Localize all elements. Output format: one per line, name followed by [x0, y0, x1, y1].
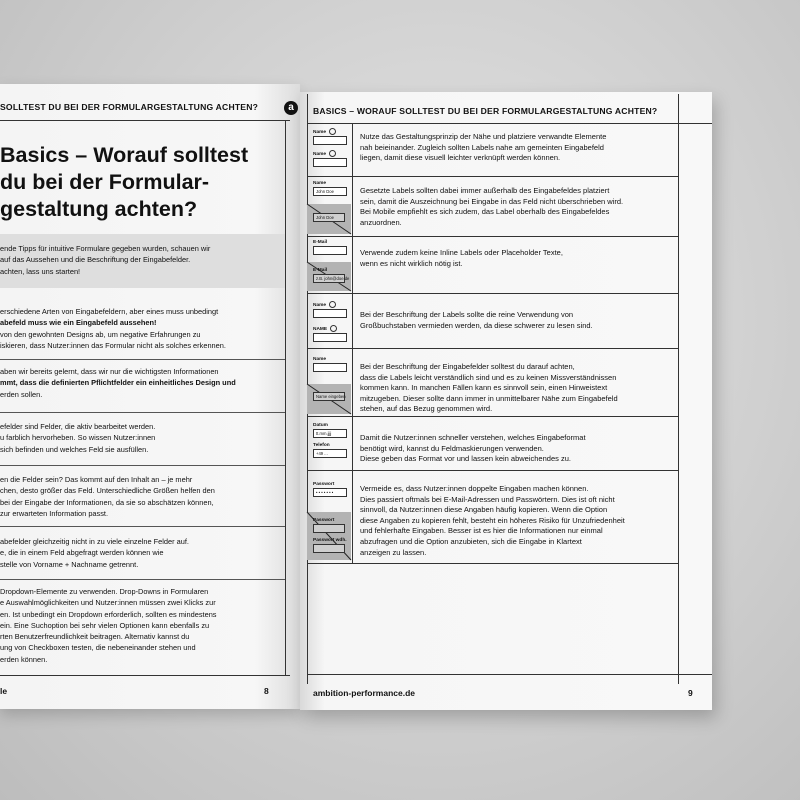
text-line: sein, damit die Auszeichnung bei Eingabe in das Feld nicht überschrieben wird. [360, 196, 624, 206]
mock-field: +49 ... [313, 449, 347, 458]
mock-label-text: Name [313, 129, 327, 135]
header-rule [307, 123, 712, 124]
logo-icon [284, 101, 298, 115]
text-line: stehen, auf das Bezug genommen wird. [360, 404, 493, 414]
text-line: kommen kann. In manchen Fällen kann es sinnvoll sein, einen Hinweistext [360, 383, 608, 393]
text-line: ein. Eine Suchoption bei sehr vielen Optionen kann ebenfalls zu [0, 620, 210, 630]
row-3-text [360, 248, 690, 269]
text-line: anzuordnen. [360, 217, 402, 227]
mock-field [313, 544, 345, 553]
text-line: erden können. [0, 654, 48, 664]
divider [0, 412, 285, 413]
title-line: du bei der Formular- [0, 170, 210, 194]
text-line: dass die Labels leicht verständlich sind und es zu keinen Missverständnissen [360, 372, 617, 382]
title-line: gestaltung achten? [0, 197, 198, 221]
footer-rule [307, 674, 712, 675]
text-line: und fehlerhafte Eingaben. Besser ist es hier die Informationen nur einmal [360, 526, 603, 536]
mock-field: John Doe [313, 213, 345, 222]
paragraph-1 [0, 306, 270, 351]
bad-example-box [307, 262, 351, 291]
mock-label [313, 128, 351, 136]
text-line: chen, desto größer das Feld. Unterschiedliche Größen helfen den [0, 486, 215, 496]
row-4-mockup [313, 301, 351, 342]
row-5-text [360, 362, 690, 415]
mock-label: E-Mail [313, 268, 328, 273]
paragraph-2 [0, 366, 270, 400]
text-line: sinnvoll, da Nutzer:innen diese Angaben häufig kopieren. Wenn die Option [360, 505, 608, 515]
mock-field [313, 136, 347, 145]
row-4-text [360, 310, 690, 331]
check-circle-icon [329, 128, 336, 135]
page-header: SOLLTEST DU BEI DER FORMULARGESTALTUNG ACHTEN? [0, 102, 259, 112]
row-2-text [360, 186, 690, 228]
mock-field: Name eingeben [313, 392, 345, 401]
mock-field [313, 333, 347, 342]
mock-label [313, 325, 351, 333]
text-line: Verwende zudem keine Inline Labels oder Placeholder Texte, [360, 248, 563, 257]
mock-label: Datum [313, 423, 328, 428]
text-line: iskieren, dass Nutzer:innen das Formular nicht als solches erkennen. [0, 340, 226, 350]
mock-label: Passwort wdh. [313, 538, 347, 543]
row-divider [307, 236, 678, 237]
row-divider [307, 293, 678, 294]
page-header: BASICS – WORAUF SOLLTEST DU BEI DER FORMULARGESTALTUNG ACHTEN? [313, 106, 658, 116]
text-line: Bei der Beschriftung der Eingabefelder solltest du darauf achten, [360, 362, 575, 371]
paragraph-5 [0, 536, 270, 570]
column-rule [352, 123, 353, 563]
mock-field [313, 158, 347, 167]
mock-label: Passwort [313, 482, 335, 487]
text-line: benötigt wird, kannst du Feldmaskierungen verwenden. [360, 443, 544, 453]
divider [0, 359, 285, 360]
text-line: stelle von Vorname + Nachname getrennt. [0, 559, 139, 569]
row-2-mockup [313, 181, 351, 196]
footer-url: ambition-performance.de [313, 688, 416, 698]
mock-label [313, 301, 351, 309]
footer-text: le [0, 686, 8, 696]
mock-label-text: Name [313, 302, 327, 308]
mock-label-text: Name [313, 151, 327, 157]
text-line: aben wir bereits gelernt, dass wir nur die wichtigsten Informationen [0, 367, 219, 376]
mock-field [313, 524, 345, 533]
mock-field: John Doe [313, 187, 347, 196]
row-5-mockup [313, 357, 351, 372]
mock-label: Name [313, 357, 327, 362]
mock-field [313, 363, 347, 372]
text-line: ende Tipps für intuitive Formulare gegeben wurden, schauen wir [0, 244, 211, 253]
mock-label: Telefon [313, 443, 330, 448]
text-line: Dies passiert oftmals bei E-Mail-Adressen und Passwörtern. Dies ist oft nicht [360, 494, 615, 504]
intro-text [0, 243, 270, 277]
mock-label: Name [313, 181, 327, 186]
footer-rule [0, 675, 290, 676]
mock-field: tt.mm.jjjj [313, 429, 347, 438]
text-line: bei der Eingabe der Informationen, da sie so abschätzen können, [0, 497, 214, 507]
mock-field: • • • • • • • [313, 488, 347, 497]
mock-field [313, 309, 347, 318]
text-line: ung von Checkboxen testen, die nebeneinander stehen und [0, 643, 196, 653]
text-line: Großbuchstaben vermieden werden, da diese schwerer zu lesen sind. [360, 320, 593, 330]
text-line: abefeld muss wie ein Eingabefeld aussehen! [0, 318, 157, 328]
check-circle-icon [329, 150, 336, 157]
page-number: 9 [688, 688, 693, 698]
text-line: mmt, dass die definierten Pflichtfelder ein einheitliches Design und [0, 378, 236, 388]
text-line: Bei Mobile empfiehlt es sich zudem, das Label oberhalb des Eingabefeldes [360, 207, 610, 217]
text-line: Dropdown-Elemente zu verwenden. Drop-Downs in Formularen [0, 587, 209, 596]
text-line: achten, lass uns starten! [0, 266, 81, 276]
text-line: en. Ist unbedingt ein Dropdown erforderlich, sollten es mindestens [0, 609, 217, 619]
divider [0, 526, 285, 527]
row-6-text [360, 433, 690, 465]
text-line: zur erwarteten Information passt. [0, 508, 109, 518]
row-divider [307, 176, 678, 177]
text-line: Diese geben das Format vor und lassen kein abweichendes zu. [360, 454, 571, 464]
page-number: 8 [264, 686, 269, 696]
mock-label-text: NAME [313, 326, 328, 332]
text-line: erden sollen. [0, 389, 43, 399]
text-line: Nutze das Gestaltungsprinzip der Nähe und platziere verwandte Elemente [360, 132, 607, 141]
text-line: anzeigen zu lassen. [360, 547, 427, 557]
text-line: sich befinden und welches Feld sie ausfüllen. [0, 444, 149, 454]
divider [0, 579, 285, 580]
title-line: Basics – Worauf solltest [0, 143, 249, 167]
intro-box [0, 234, 285, 288]
paragraph-4 [0, 474, 270, 519]
row-1-mockup [313, 128, 351, 167]
text-line: en die Felder sein? Das kommt auf den Inhalt an – je mehr [0, 475, 193, 484]
text-line: mitzugeben. Dieser sollte dann immer in unmittelbarer Nähe zum Eingabefeld [360, 393, 618, 403]
text-line: nah beieinander. Zugleich sollten Labels nahe am gemeinten Eingabefeld [360, 142, 604, 152]
bad-example-box [307, 204, 351, 234]
bad-example-box [307, 384, 351, 414]
text-line: efelder sind Felder, die aktiv bearbeitet werden. [0, 422, 156, 431]
text-line: Damit die Nutzer:innen schneller verstehen, welches Eingabeformat [360, 433, 586, 442]
text-line: abefelder gleichzeitig nicht in zu viele einzelne Felder auf. [0, 537, 189, 546]
text-line: von den gewohnten Designs ab, um negative Erfahrungen zu [0, 329, 201, 339]
logo-text: a [288, 102, 294, 113]
mock-field: z.B. john@doe.de [313, 274, 345, 283]
page-title [0, 142, 260, 223]
row-6-mockup [313, 423, 351, 458]
paragraph-3 [0, 421, 270, 455]
mock-label [313, 150, 351, 158]
mock-label: Passwort [313, 518, 335, 523]
row-divider [307, 348, 678, 349]
cross-circle-icon [330, 325, 337, 332]
text-line: liegen, damit diese visuell leichter verknüpft werden können. [360, 153, 561, 163]
bad-example-box [307, 512, 351, 560]
paragraph-6 [0, 586, 270, 665]
left-page [0, 84, 300, 709]
text-line: abzufragen und die Option anzubieten, sich die Eingabe in Klartext [360, 536, 582, 546]
text-line: rten Benutzerfreundlichkeit beitragen. Alternativ kannst du [0, 632, 190, 642]
text-line: erschiedene Arten von Eingabefeldern, aber eines muss unbedingt [0, 307, 219, 316]
text-line: Vermeide es, dass Nutzer:innen doppelte Eingaben machen können. [360, 484, 589, 493]
row-1-text [360, 132, 690, 164]
text-line: Bei der Beschriftung der Labels sollte die reine Verwendung von [360, 310, 574, 319]
row-divider [307, 470, 678, 471]
row-divider [307, 416, 678, 417]
mock-field [313, 246, 347, 255]
text-line: Gesetzte Labels sollten dabei immer außerhalb des Eingabefeldes platziert [360, 186, 610, 195]
margin-rule [285, 120, 286, 675]
row-divider [307, 563, 678, 564]
check-circle-icon [329, 301, 336, 308]
text-line: diese Angaben zu kopieren fehlt, besteht ein höheres Risiko für Unzufriedenheit [360, 515, 625, 525]
text-line: u farblich hervorheben. So wissen Nutzer:innen [0, 433, 156, 443]
row-7-text [360, 484, 690, 558]
text-line: e, die in einem Feld abgefragt werden können wie [0, 548, 164, 558]
text-line: wenn es nicht wirklich nötig ist. [360, 258, 463, 268]
divider [0, 465, 285, 466]
mock-label: E-Mail [313, 240, 328, 245]
text-line: e Auswahlmöglichkeiten und Nutzer:innen müssen zwei Klicks zur [0, 598, 216, 608]
right-page [288, 92, 712, 710]
row-3-mockup [313, 240, 351, 255]
row-7-mockup [313, 482, 351, 497]
text-line: auf das Aussehen und die Beschriftung der Eingabefelder. [0, 255, 191, 265]
header-rule [0, 120, 290, 121]
